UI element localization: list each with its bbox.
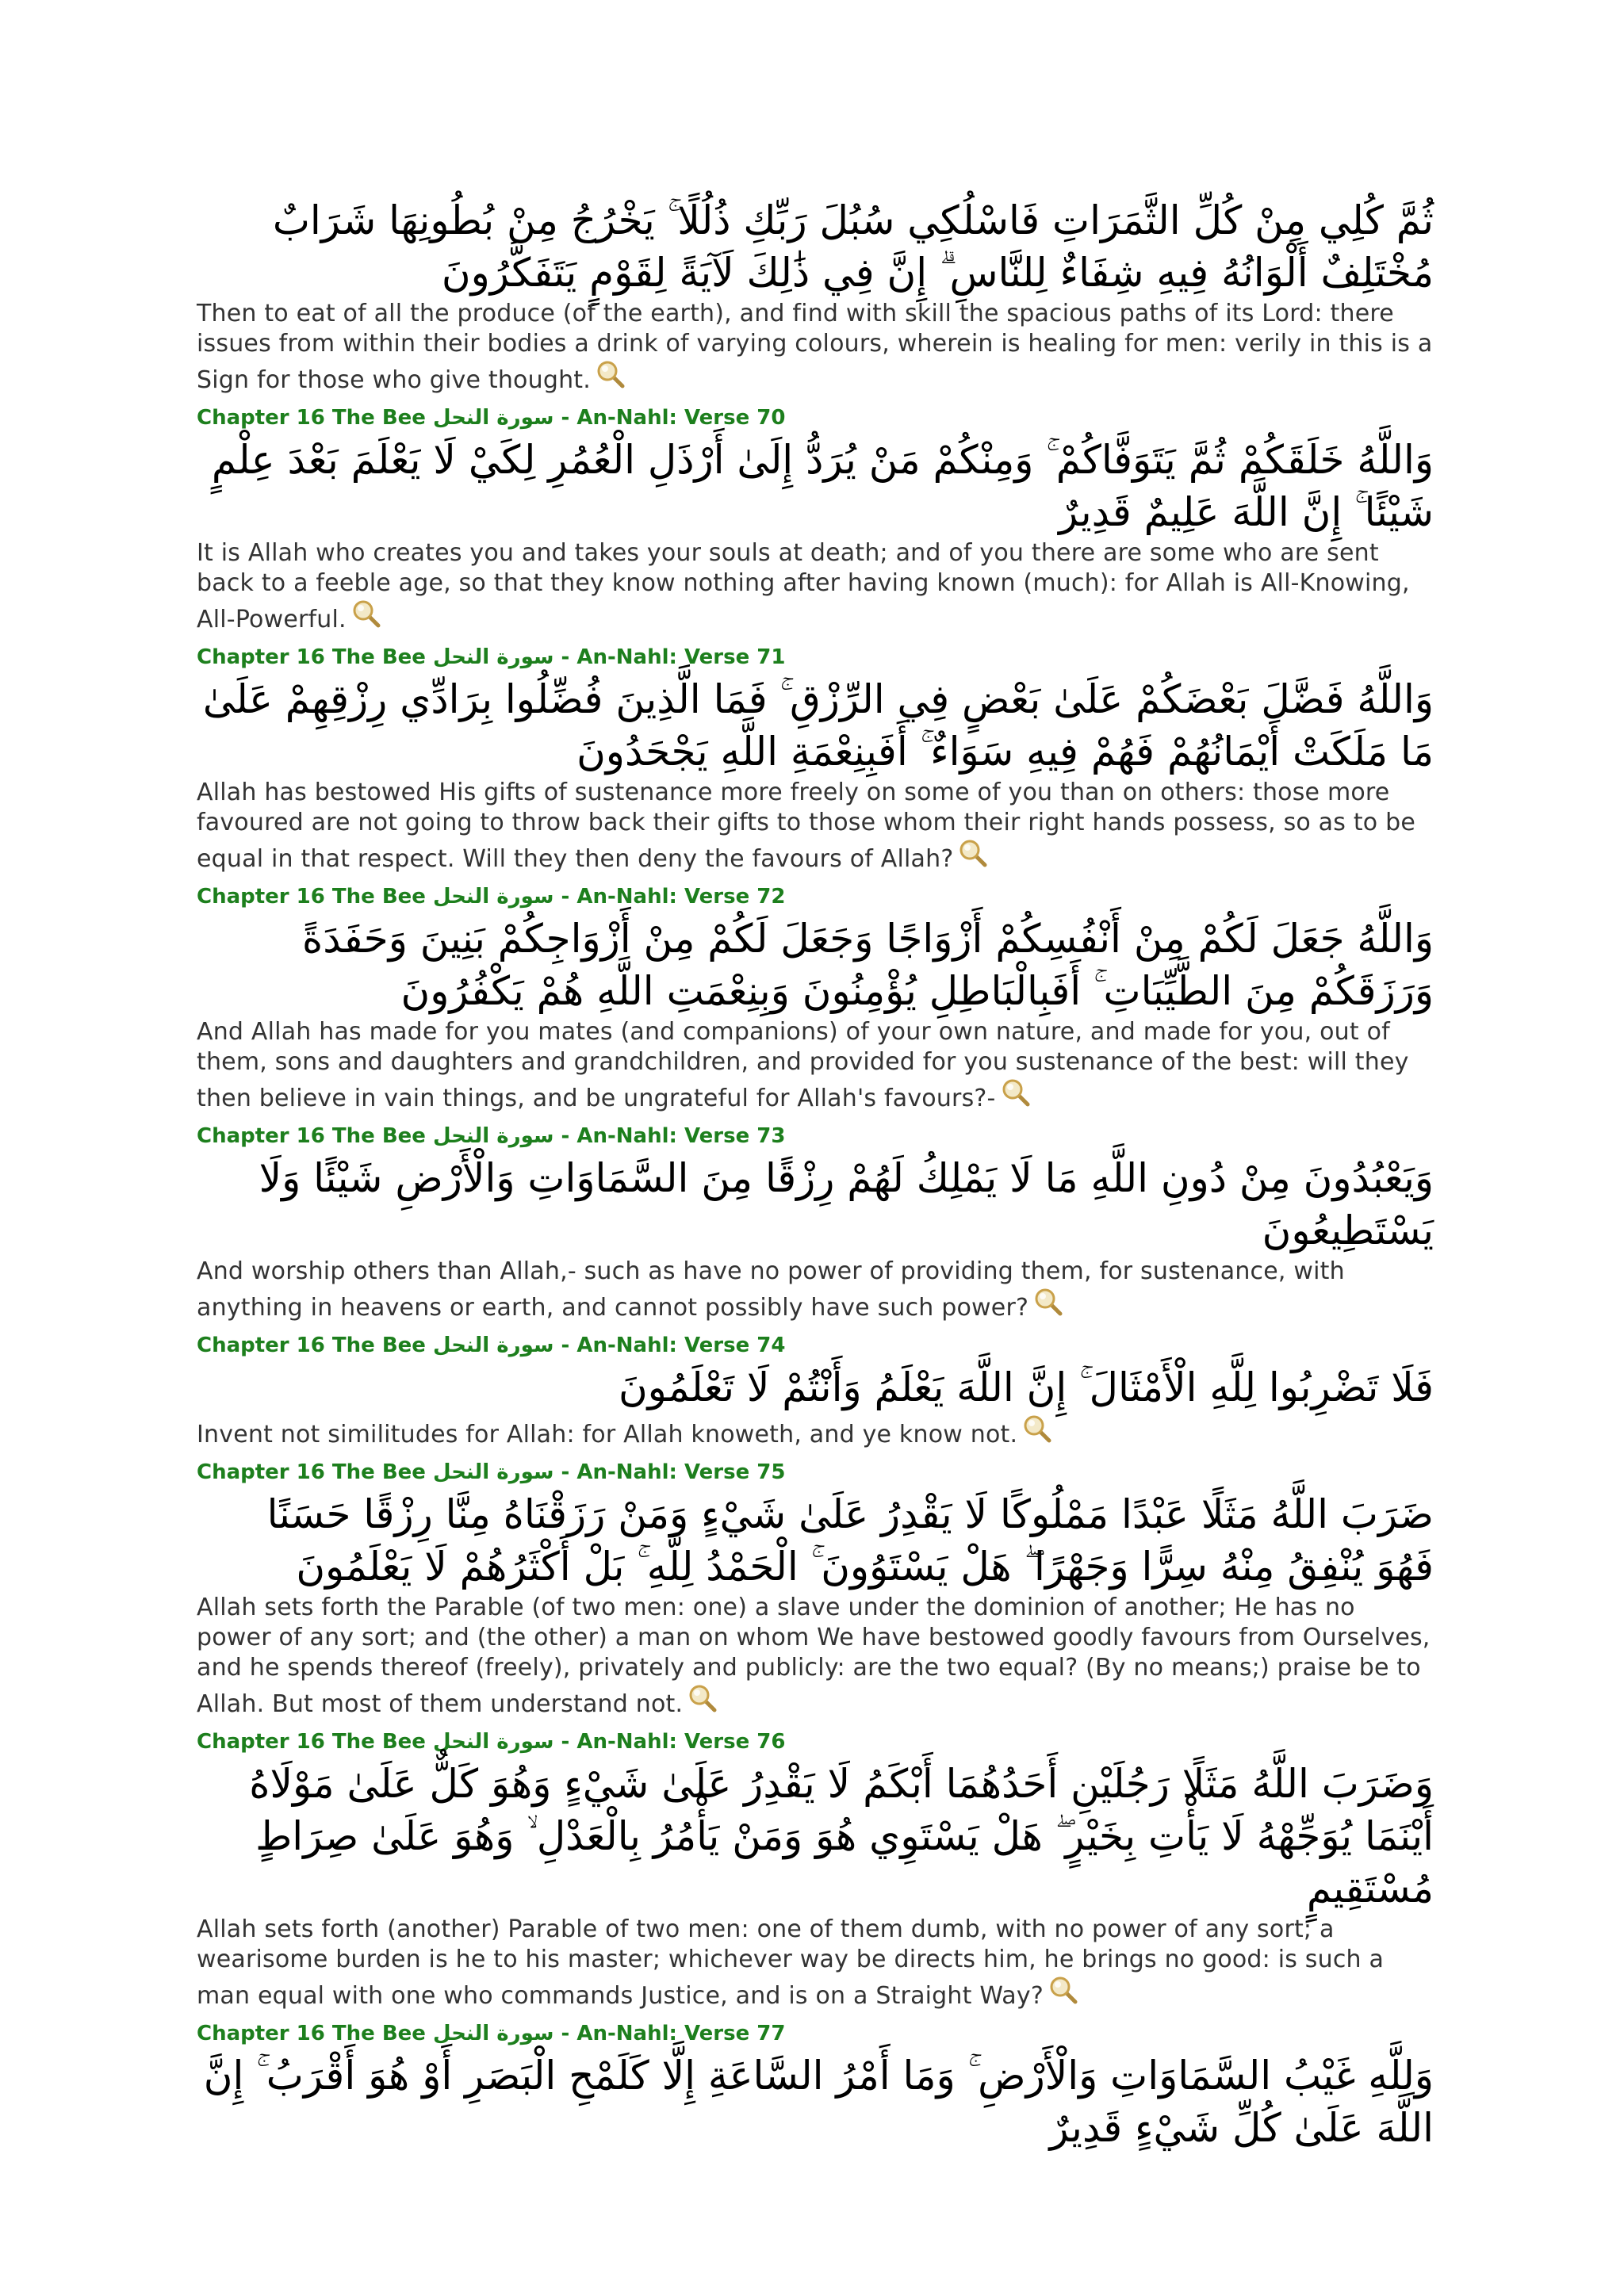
verse-header xyxy=(197,1726,1434,1758)
translation-text xyxy=(197,299,1434,396)
chapter-label: Chapter 16 The Bee xyxy=(197,645,433,669)
magnifier-icon[interactable] xyxy=(1022,1414,1054,1445)
verse-block xyxy=(197,2018,1434,2154)
arabic-text: ثُمَّ كُلِي مِنْ كُلِّ الثَّمَرَاتِ فَاسْلُكِي سُبُلَ رَبِّكِ ذُلُلًا ۚ يَخْرُجُ مِنْ بُطُونِهَا شَرَابٌ مُخْتَلِفٌ أَلْوَانُهُ فِيهِ شِفَاءٌ لِلنَّاسِ ۗ إِنَّ فِي ذَٰلِكَ لَآيَةً لِقَوْمٍ يَتَفَكَّرُونَ xyxy=(272,197,1434,296)
verse-block xyxy=(197,1726,1434,2011)
magnifier-icon[interactable] xyxy=(1001,1077,1032,1109)
translation-body: And worship others than Allah,- such as have no power of providing them, for sustenance, with anything in heavens or earth, and cannot possibly have such power? xyxy=(197,1257,1345,1322)
magnifier-icon[interactable] xyxy=(351,599,383,630)
translation-body: Invent not similitudes for Allah: for Allah knoweth, and ye know not. xyxy=(197,1421,1018,1448)
page-content xyxy=(197,194,1434,2154)
verse-header xyxy=(197,1330,1434,1361)
verse-number: - An-Nahl: Verse 72 xyxy=(553,885,786,909)
chapter-label: Chapter 16 The Bee xyxy=(197,1730,433,1754)
chapter-label: Chapter 16 The Bee xyxy=(197,1460,433,1484)
sura-name: سورة النحل xyxy=(432,645,554,669)
sura-name: سورة النحل xyxy=(432,1124,554,1148)
chapter-label: Chapter 16 The Bee xyxy=(197,1334,433,1357)
translation-text xyxy=(197,1414,1434,1450)
translation-body: Then to eat of all the produce (of the earth), and find with skill the spacious paths of its Lord: there issues from within their bodies a drink of varying colours, wherein is healing for men: verily in this is a Sign for those who give thought. xyxy=(197,300,1433,394)
translation-body: It is Allah who creates you and takes your souls at death; and of you there are some who are sent back to a feeble age, so that they know nothing after having known (much): for Allah is All-Knowing, All-Powerful. xyxy=(197,539,1410,633)
translation-body: Allah sets forth (another) Parable of two men: one of them dumb, with no power of any sort; a wearisome burden is he to his master; whichever way be directs him, he brings no good: is such a man equal with one who commands Justice, and is on a Straight Way? xyxy=(197,1915,1385,2010)
arabic-text: وَيَعْبُدُونَ مِنْ دُونِ اللَّهِ مَا لَا يَمْلِكُ لَهُمْ رِزْقًا مِنَ السَّمَاوَاتِ وَالْأَرْضِ شَيْئًا وَلَا يَسْتَطِيعُونَ xyxy=(259,1155,1434,1253)
translation-body: Allah sets forth the Parable (of two men: one) a slave under the dominion of another; He has no power of any sort; and (the other) a man on whom We have bestowed goodly favours from Ourselves, and he spends thereof (freely), privately and publicly: are the two equal? (By no means;) praise be to Allah. But most of them understand not. xyxy=(197,1594,1431,1718)
verse-number: - An-Nahl: Verse 77 xyxy=(553,2022,786,2045)
magnifier-icon[interactable] xyxy=(958,838,990,870)
verse-block xyxy=(197,402,1434,635)
arabic-text: وَاللَّهُ فَضَّلَ بَعْضَكُمْ عَلَىٰ بَعْضٍ فِي الرِّزْقِ ۚ فَمَا الَّذِينَ فُضِّلُوا بِرَادِّي رِزْقِهِمْ عَلَىٰ مَا مَلَكَتْ أَيْمَانُهُمْ فَهُمْ فِيهِ سَوَاءٌ ۚ أَفَبِنِعْمَةِ اللَّهِ يَجْحَدُونَ xyxy=(202,676,1434,775)
magnifier-icon[interactable] xyxy=(1033,1287,1065,1318)
arabic-text: وَاللَّهُ جَعَلَ لَكُمْ مِنْ أَنْفُسِكُمْ أَزْوَاجًا وَجَعَلَ لَكُمْ مِنْ أَزْوَاجِكُمْ بَنِينَ وَحَفَدَةً وَرَزَقَكُمْ مِنَ الطَّيِّبَاتِ ۚ أَفَبِالْبَاطِلِ يُؤْمِنُونَ وَبِنِعْمَتِ اللَّهِ هُمْ يَكْفُرُونَ xyxy=(302,916,1434,1014)
sura-name: سورة النحل xyxy=(432,1730,554,1754)
chapter-label: Chapter 16 The Bee xyxy=(197,406,433,430)
verse-block xyxy=(197,881,1434,1114)
sura-name: سورة النحل xyxy=(432,1334,554,1357)
magnifier-icon[interactable] xyxy=(1048,1975,1080,2007)
sura-name: سورة النحل xyxy=(432,406,554,430)
arabic-text: ضَرَبَ اللَّهُ مَثَلًا عَبْدًا مَمْلُوكًا لَا يَقْدِرُ عَلَىٰ شَيْءٍ وَمَنْ رَزَقْنَاهُ مِنَّا رِزْقًا حَسَنًا فَهُوَ يُنْفِقُ مِنْهُ سِرًّا وَجَهْرًا ۖ هَلْ يَسْتَوُونَ ۚ الْحَمْدُ لِلَّهِ ۚ بَلْ أَكْثَرُهُمْ لَا يَعْلَمُونَ xyxy=(266,1491,1434,1590)
verse-number: - An-Nahl: Verse 74 xyxy=(553,1334,786,1357)
arabic-text: فَلَا تَضْرِبُوا لِلَّهِ الْأَمْثَالَ ۚ إِنَّ اللَّهَ يَعْلَمُ وَأَنْتُمْ لَا تَعْلَمُونَ xyxy=(618,1364,1434,1410)
verse-block xyxy=(197,1120,1434,1323)
translation-body: Allah has bestowed His gifts of sustenance more freely on some of you than on others: those more favoured are not going to throw back their gifts to those whom their right hands possess, so as to be equal in that respect. Will they then deny the favours of Allah? xyxy=(197,779,1415,873)
magnifier-icon[interactable] xyxy=(688,1683,719,1715)
sura-name: سورة النحل xyxy=(432,2022,554,2045)
chapter-label: Chapter 16 The Bee xyxy=(197,2022,433,2045)
verse-block xyxy=(197,641,1434,874)
chapter-label: Chapter 16 The Bee xyxy=(197,1124,433,1148)
sura-name: سورة النحل xyxy=(432,1460,554,1484)
translation-body: And Allah has made for you mates (and companions) of your own nature, and made for you, out of them, sons and daughters and grandchildren, and provided for you sustenance of the best: will they then believe in vain things, and be ungrateful for Allah's favours?- xyxy=(197,1018,1409,1112)
translation-text xyxy=(197,1257,1434,1323)
verse-header xyxy=(197,402,1434,434)
verse-number: - An-Nahl: Verse 75 xyxy=(553,1460,786,1484)
verse-header xyxy=(197,881,1434,913)
verse-number: - An-Nahl: Verse 76 xyxy=(553,1730,786,1754)
translation-text xyxy=(197,778,1434,874)
verse-number: - An-Nahl: Verse 70 xyxy=(553,406,786,430)
translation-text xyxy=(197,1593,1434,1720)
translation-text xyxy=(197,1017,1434,1114)
verse-header xyxy=(197,2018,1434,2049)
magnifier-icon[interactable] xyxy=(596,359,627,391)
verse-block xyxy=(197,1456,1434,1720)
verse-header xyxy=(197,1456,1434,1488)
arabic-text: وَلِلَّهِ غَيْبُ السَّمَاوَاتِ وَالْأَرْضِ ۚ وَمَا أَمْرُ السَّاعَةِ إِلَّا كَلَمْحِ الْبَصَرِ أَوْ هُوَ أَقْرَبُ ۚ إِنَّ اللَّهَ عَلَىٰ كُلِّ شَيْءٍ قَدِيرٌ xyxy=(203,2053,1434,2151)
verse-block xyxy=(197,1330,1434,1450)
translation-text xyxy=(197,1915,1434,2011)
verse-number: - An-Nahl: Verse 71 xyxy=(553,645,786,669)
verse-header xyxy=(197,641,1434,673)
translation-text xyxy=(197,538,1434,635)
chapter-label: Chapter 16 The Bee xyxy=(197,885,433,909)
arabic-text: وَضَرَبَ اللَّهُ مَثَلًا رَجُلَيْنِ أَحَدُهُمَا أَبْكَمُ لَا يَقْدِرُ عَلَىٰ شَيْءٍ وَهُوَ كَلٌّ عَلَىٰ مَوْلَاهُ أَيْنَمَا يُوَجِّهْهُ لَا يَأْتِ بِخَيْرٍ ۖ هَلْ يَسْتَوِي هُوَ وَمَنْ يَأْمُرُ بِالْعَدْلِ ۙ وَهُوَ عَلَىٰ صِرَاطٍ مُسْتَقِيمٍ xyxy=(249,1761,1434,1911)
sura-name: سورة النحل xyxy=(432,885,554,909)
verse-header xyxy=(197,1120,1434,1152)
arabic-text: وَاللَّهُ خَلَقَكُمْ ثُمَّ يَتَوَفَّاكُمْ ۚ وَمِنْكُمْ مَنْ يُرَدُّ إِلَىٰ أَرْذَلِ الْعُمُرِ لِكَيْ لَا يَعْلَمَ بَعْدَ عِلْمٍ شَيْئًا ۚ إِنَّ اللَّهَ عَلِيمٌ قَدِيرٌ xyxy=(211,437,1434,535)
verse-block xyxy=(197,194,1434,396)
verse-number: - An-Nahl: Verse 73 xyxy=(553,1124,786,1148)
